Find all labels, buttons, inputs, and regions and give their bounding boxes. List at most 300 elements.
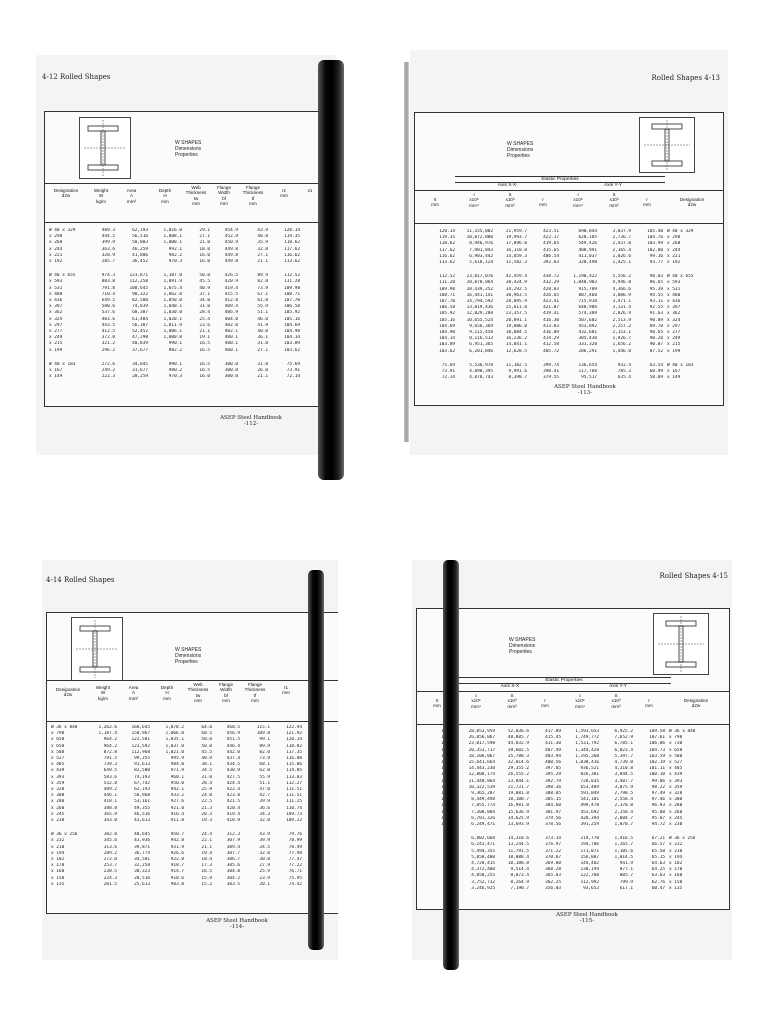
table-cell: 488,991 [578, 247, 597, 253]
table-cell: 20,891.1 [505, 317, 527, 323]
table-cell: 113.62 [284, 259, 300, 265]
table-cell: 453,892 [578, 323, 597, 329]
table-cell: 117.62 [284, 246, 300, 252]
table-cell: 95,517 [581, 375, 597, 381]
table-cell: 34.5 [201, 768, 212, 774]
table-cell: 16,110.8 [505, 247, 527, 253]
table-cell: 13,244.5 [507, 842, 529, 848]
table-cell: x 244 [49, 246, 63, 252]
table-cell: 47.0 [259, 787, 270, 793]
table-cell: 60.5 [201, 731, 212, 737]
table-cell: 61,484 [132, 316, 148, 322]
table-cell: 388.05 [545, 791, 561, 797]
table-cell: 6,243,471 [471, 842, 495, 848]
table-cell: 982.2 [168, 252, 182, 258]
table-cell: x 297 [667, 323, 681, 329]
table-cell: 2,153.1 [612, 330, 631, 336]
table-cell: 285.7 [101, 259, 115, 265]
column-headers [47, 680, 338, 722]
table-cell: 89.70 [649, 323, 663, 329]
header-ry: r mm [645, 698, 653, 709]
table-cell: 30.0 [259, 857, 270, 863]
table-cell: 5,556.2 [612, 274, 631, 280]
table-cell: x 531 [667, 286, 681, 292]
table-cell: 345.6 [103, 838, 117, 844]
table-cell: 16.5 [199, 368, 210, 374]
table-cell: 156,087 [580, 854, 599, 860]
table-cell: 38,424.9 [505, 280, 527, 286]
table-cell: 300.0 [224, 368, 238, 374]
table-cell: 35.9 [257, 240, 268, 246]
table-cell: 31.0 [201, 774, 212, 780]
table-cell: 419.4 [224, 285, 238, 291]
table-cell: 104.69 [439, 323, 455, 329]
table-cell: 27.1 [199, 234, 210, 240]
table-cell: 62,193 [132, 228, 148, 233]
table-cell: x 324 [49, 316, 63, 322]
table-cell: 3,407.7 [614, 778, 633, 784]
table-cell: 30,323 [134, 869, 150, 875]
table-cell: 98.22 [651, 784, 665, 790]
table-cell: x 480 [667, 292, 681, 298]
table-cell: 105.16 [284, 316, 300, 322]
table-cell: 32.0 [259, 850, 270, 856]
page-112 [36, 55, 336, 455]
table-cell: x 436 [667, 299, 681, 305]
table-cell: 300.0 [224, 374, 238, 380]
table-cell: 16,981.8 [507, 803, 529, 809]
table-cell: x 439 [51, 768, 65, 774]
table-cell: 426.65 [543, 292, 559, 298]
table-title: W SHAPES Dimensions Properties [507, 141, 534, 159]
table-cell: 100,645 [129, 285, 148, 291]
table-cell: 28,095.9 [505, 299, 527, 305]
table-cell: 249.2 [101, 368, 115, 374]
table-cell: 1,066.0 [165, 731, 184, 737]
table-cell: 31.0 [199, 304, 210, 310]
table-cell: 8,264.9 [510, 879, 529, 885]
table-cell: 914.7 [170, 869, 184, 875]
table-cell: 449.8 [224, 252, 238, 258]
header-r1: r1 mm [282, 685, 290, 696]
w-shapes-elastic-properties-table [414, 112, 724, 406]
table-cell: 99.1 [259, 737, 270, 743]
table-cell: 320,498 [578, 260, 597, 266]
table-cell: 423.41 [543, 299, 559, 305]
table-cell: 112.27 [286, 780, 302, 786]
table-cell: 1,035.1 [165, 737, 184, 743]
table-cell: 102.19 [649, 760, 665, 766]
table-cell: 414.29 [543, 336, 559, 342]
table-cell: 4,058,255 [471, 873, 495, 879]
table-cell: 11,182.5 [505, 362, 527, 368]
table-cell: x 210 [669, 848, 683, 854]
table-cell: 422.17 [543, 235, 559, 241]
table-cell: 1,926.7 [612, 336, 631, 342]
binding-shadow-top [318, 60, 344, 480]
table-cell: 970.3 [168, 374, 182, 380]
table-cell: 8,116,513 [469, 336, 493, 342]
table-cell: 26,555.2 [507, 772, 529, 778]
table-cell: 400.1 [224, 341, 238, 347]
table-cell: 6,023.4 [614, 747, 633, 753]
header-designation: Designation d≠w [679, 197, 705, 208]
table-cell: 116.62 [439, 253, 455, 259]
table-cell: 5,618,124 [469, 260, 493, 266]
table-cell: 34.5 [259, 844, 270, 850]
table-cell: 6,785.1 [614, 741, 633, 747]
table-cell: 75.95 [288, 875, 302, 881]
table-cell: 11,791.5 [507, 848, 529, 854]
table-cell: 25.9 [201, 787, 212, 793]
table-cell: x 182 [669, 861, 683, 867]
table-cell: W 40 x 329 [667, 229, 694, 234]
table-cell: x 436 [49, 298, 63, 304]
table-cell: 18,108.7 [507, 797, 529, 803]
elastic-properties-group: Elastic Properties [457, 677, 671, 684]
table-cell: 107.70 [439, 299, 455, 305]
table-cell: 40,839 [132, 341, 148, 347]
table-cell: 400.1 [224, 335, 238, 341]
table-cell: 82.0 [259, 749, 270, 755]
table-cell: 58.09 [649, 375, 663, 381]
table-cell: 18,084.5 [505, 330, 527, 336]
table-row [415, 375, 721, 381]
table-cell: 903.0 [170, 881, 184, 887]
table-cell: 15,641,664 [468, 760, 495, 766]
table-cell: 1,531,792 [575, 741, 599, 747]
table-cell: 454.9 [224, 228, 238, 233]
table-cell: 1,037.0 [165, 743, 184, 749]
table-cell: 99.16 [649, 253, 663, 259]
table-cell: 304.2 [226, 875, 240, 881]
table-cell: 114.05 [286, 768, 302, 774]
table-cell: 39.9 [259, 799, 270, 805]
table-cell: 420.9 [224, 279, 238, 285]
table-cell: 112,258 [129, 279, 148, 285]
table-cell: 4,728,415 [471, 861, 495, 867]
table-cell: 106.58 [284, 304, 300, 310]
table-cell: x 297 [49, 322, 63, 328]
table-cell: 446.4 [226, 743, 240, 749]
table-cell: 21.0 [199, 240, 210, 246]
table-cell: 40.9 [199, 285, 210, 291]
table-cell: 111.28 [439, 280, 455, 286]
table-cell: 67.21 [651, 836, 665, 842]
header-designation: Designation d≠w [683, 698, 709, 709]
table-cell: 121.92 [286, 731, 302, 737]
table-cell: x 245 [669, 815, 683, 821]
binding-shadow-bottom-right [443, 560, 459, 970]
table-cell: 418.9 [226, 818, 240, 824]
table-cell: 1,040.1 [163, 304, 182, 310]
table-cell: 974.3 [101, 273, 115, 279]
table-cell: 16.5 [201, 869, 212, 875]
table-cell: 416.30 [543, 317, 559, 323]
binding-shadow-bottom-left [308, 570, 324, 950]
table-cell: W 36 x 848 [51, 725, 78, 730]
binding-crease-top-right [404, 62, 409, 442]
table-cell: 296.2 [101, 347, 115, 353]
table-cell: 56,516 [132, 234, 148, 240]
table-cell: 384.60 [545, 803, 561, 809]
table-cell: 1,040,903 [573, 280, 597, 286]
table-cell: 101.11 [649, 766, 665, 772]
header-rt: rt mm [431, 197, 439, 208]
table-cell: 56,968 [134, 793, 150, 799]
header-sy: S x10³ mm³ [611, 693, 621, 709]
table-cell: 392.63 [543, 260, 559, 266]
table-cell: 253.7 [103, 863, 117, 869]
table-cell: 1,870.7 [614, 822, 633, 828]
table-cell: 9,656,369 [469, 323, 493, 329]
table-cell: 941.9 [619, 861, 633, 867]
table-cell: 123,871 [129, 273, 148, 279]
table-cell: x 210 [51, 844, 65, 850]
table-cell: 6,249,471 [471, 822, 495, 828]
table-cell: W 36 x 848 [669, 729, 696, 734]
table-cell: 21.1 [257, 374, 268, 380]
table-cell: x 359 [669, 784, 683, 790]
table-cell: 103.99 [647, 241, 663, 247]
table-cell: 369.80 [545, 861, 561, 867]
table-cell: 109.22 [286, 818, 302, 824]
table-cell: 77.47 [288, 857, 302, 863]
table-cell: x 328 [51, 787, 65, 793]
table-cell: 423.51 [543, 229, 559, 234]
table-cell: 432.29 [543, 280, 559, 286]
table-cell: 45.5 [201, 749, 212, 755]
table-cell: 649.5 [103, 768, 117, 774]
table-cell: 44,032.9 [507, 741, 529, 747]
table-cell: x 245 [51, 811, 65, 817]
table-cell: 92.55 [649, 305, 663, 311]
table-cell: 877.1 [619, 867, 633, 873]
table-cell: 918.7 [170, 863, 184, 869]
axis-x-label: Axis X-X [500, 684, 520, 689]
table-cell: x 280 [51, 799, 65, 805]
table-cell: 97.46 [651, 797, 665, 803]
table-cell: 574,309 [578, 311, 597, 317]
table-cell: 32.0 [259, 818, 270, 824]
table-cell: 40.0 [257, 234, 268, 240]
header-area: Area A mm² [128, 685, 139, 701]
table-cell: 144,402 [580, 861, 599, 867]
header-iy: I x10⁶ mm⁴ [573, 192, 583, 208]
table-cell: 400.56 [545, 760, 561, 766]
table-cell: x 215 [49, 341, 63, 347]
table-cell: 95.07 [651, 815, 665, 821]
table-cell: 4,898,395 [469, 369, 493, 375]
table-cell: 76.71 [288, 869, 302, 875]
table-cell: 392.79 [545, 778, 561, 784]
table-cell: 8,873.4 [510, 873, 529, 879]
header-designation: Designation d≠w [55, 687, 81, 698]
header-web-thickness: Web Thickness tw mm [187, 682, 209, 704]
table-cell: 421.5 [226, 799, 240, 805]
axis-y-label: Axis Y-Y [604, 183, 622, 188]
table-cell: x 160 [669, 873, 683, 879]
table-cell: 990.1 [168, 341, 182, 347]
table-cell: 82,580 [134, 768, 150, 774]
table-cell: 77.98 [288, 850, 302, 856]
page-footer: ASEP Steel Handbook -113- [554, 384, 616, 396]
table-cell: 456.9 [226, 731, 240, 737]
table-cell: 118.62 [439, 241, 455, 247]
table-cell: 25.4 [199, 316, 210, 322]
table-cell: 201.5 [103, 881, 117, 887]
table-cell: 109.73 [286, 811, 302, 817]
table-cell: x 359 [51, 780, 65, 786]
table-cell: x 199 [49, 347, 63, 353]
table-cell: x 244 [667, 247, 681, 253]
table-cell: 21,731.7 [507, 784, 529, 790]
page-113 [410, 50, 728, 455]
table-cell: 1,265.7 [614, 842, 633, 848]
table-cell: 419.65 [543, 241, 559, 247]
w-shape-cross-section-figure [71, 617, 123, 681]
table-cell: 99,355 [134, 756, 150, 762]
table-cell: 78.49 [288, 844, 302, 850]
table-cell: x 192 [49, 259, 63, 265]
table-cell: 7,200,804 [471, 809, 495, 815]
table-cell: 115.06 [286, 762, 302, 768]
table-cell: 74,193 [134, 774, 150, 780]
table-cell: 116.08 [286, 756, 302, 762]
table-cell: 150,967 [131, 731, 150, 737]
table-cell: 412.8 [224, 298, 238, 304]
table-cell: 19.1 [199, 335, 210, 341]
table-cell: 21.1 [199, 329, 210, 335]
table-cell: 119.35 [439, 235, 455, 241]
table-cell: W 40 x 655 [49, 273, 76, 279]
table-cell: 309.4 [226, 844, 240, 850]
table-cell: 41,806 [132, 252, 148, 258]
header-area: Area A mm² [126, 188, 137, 204]
table-cell: 43.9 [257, 228, 268, 233]
table-cell: 51.1 [257, 310, 268, 316]
table-cell: 272.0 [103, 857, 117, 863]
header-sx: S x10³ mm³ [507, 693, 517, 709]
table-cell: 971.9 [170, 768, 184, 774]
table-cell: 87.52 [649, 348, 663, 354]
page-header: Rolled Shapes 4-15 [659, 572, 728, 580]
table-cell: 103.62 [439, 348, 455, 354]
table-cell: 63.63 [651, 873, 665, 879]
table-cell: 415.45 [545, 735, 561, 741]
header-ix: I x10⁶ mm⁴ [471, 693, 481, 709]
table-cell: 378.56 [545, 822, 561, 828]
table-cell: 104.90 [284, 329, 300, 335]
table-cell: x 298 [49, 234, 63, 240]
table-cell: 21.1 [201, 844, 212, 850]
table-cell: 107.70 [284, 298, 300, 304]
table-cell: x 249 [49, 335, 63, 341]
table-cell: 224.3 [103, 875, 117, 881]
table-cell: 104.90 [439, 330, 455, 336]
table-cell: x 397 [667, 305, 681, 311]
table-cell: 583.6 [103, 774, 117, 780]
table-cell: 40.0 [257, 329, 268, 335]
table-cell: 93.77 [649, 260, 663, 266]
table-cell: 489.2 [103, 787, 117, 793]
table-cell: x 149 [49, 374, 63, 380]
table-cell: 421.87 [543, 305, 559, 311]
table-cell: 343.0 [103, 818, 117, 824]
table-cell: 799.9 [619, 879, 633, 885]
table-cell: 450.9 [224, 240, 238, 246]
table-cell: 16,236.2 [505, 336, 527, 342]
table-cell: x 362 [49, 310, 63, 316]
table-cell: 791.5 [103, 756, 117, 762]
table-cell: 222.3 [101, 374, 115, 380]
header-x1: x1 [307, 188, 313, 193]
table-row [415, 349, 721, 355]
table-cell: 79.76 [288, 832, 302, 838]
table-cell: 103.89 [439, 342, 455, 348]
table-cell: 37,677 [132, 347, 148, 353]
table-cell: 2,558.4 [614, 797, 633, 803]
table-cell: 397.05 [545, 766, 561, 772]
table-cell: 36.1 [257, 335, 268, 341]
table-cell: 21,959.7 [505, 229, 527, 234]
table-cell: 328.9 [101, 252, 115, 258]
table-cell: 368.28 [545, 867, 561, 873]
table-cell: 7,855,774 [471, 803, 495, 809]
table-cell: 105.92 [439, 311, 455, 317]
table-cell: 66.57 [651, 842, 665, 848]
table-cell: x 298 [667, 235, 681, 241]
table-cell: 992.1 [168, 246, 182, 252]
table-cell: 304.8 [226, 869, 240, 875]
table-cell: 43,613 [134, 818, 150, 824]
table-cell: 931.9 [170, 844, 184, 850]
table-cell: 90.28 [649, 336, 663, 342]
table-cell: x 149 [667, 375, 681, 381]
table-cell: 72.14 [441, 375, 455, 381]
table-cell: 4,946.8 [612, 280, 631, 286]
table-cell: 130,194 [580, 867, 599, 873]
table-cell: 306.7 [226, 857, 240, 863]
table-cell: 108.71 [439, 292, 455, 298]
table-cell: 728,035 [580, 778, 599, 784]
table-cell: 24.4 [201, 832, 212, 838]
table-cell: 1,826.6 [612, 253, 631, 259]
table-cell: 23,357.5 [505, 311, 527, 317]
table-cell: 911.8 [170, 818, 184, 824]
table-cell: 16.0 [199, 259, 210, 265]
column-headers [415, 190, 723, 224]
table-cell: 36,774 [134, 850, 150, 856]
table-cell: 123,592 [131, 743, 150, 749]
table-cell: 28,516 [134, 875, 150, 881]
table-cell: 17,896.0 [505, 241, 527, 247]
table-cell: 29,355.2 [507, 766, 529, 772]
table-cell: x 221 [49, 252, 63, 258]
axis-y-label: Axis Y-Y [609, 684, 627, 689]
table-cell: 412.58 [543, 342, 559, 348]
table-cell: 926.6 [170, 850, 184, 856]
table-cell: 11,582.3 [505, 260, 527, 266]
table-cell: 32.0 [257, 246, 268, 252]
table-cell: 2,736.7 [612, 235, 631, 241]
table-cell: x 324 [667, 317, 681, 323]
page-footer: ASEP Steel Handbook -112- [220, 415, 282, 427]
table-cell: 46.0 [257, 316, 268, 322]
table-cell: 62.0 [259, 768, 270, 774]
table-cell: x 300 [669, 797, 683, 803]
table-cell: 55.9 [259, 774, 270, 780]
